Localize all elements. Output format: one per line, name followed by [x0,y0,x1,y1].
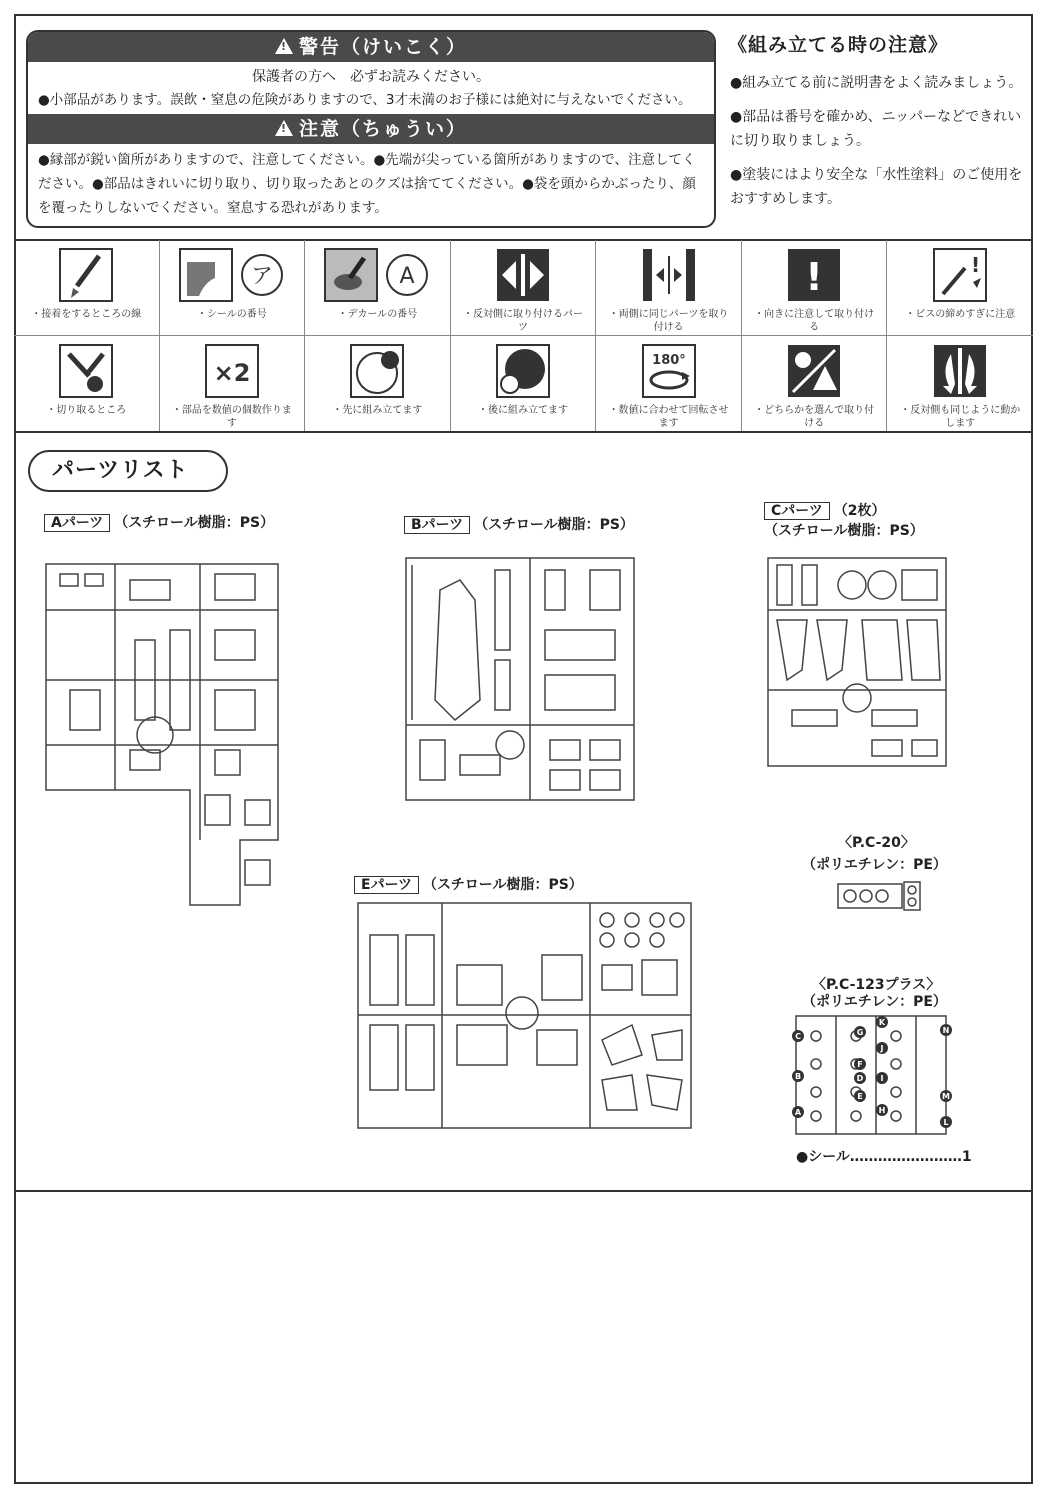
warning-triangle-icon [275,38,293,54]
pc20-diagram [834,878,924,914]
pc123-letter: K [878,1018,886,1027]
decal-number-icon [384,252,430,298]
pc123-letter: G [856,1028,864,1037]
runner-c-label [764,500,924,540]
runner-c-name: Cパーツ [764,502,830,520]
symbol-caption: ・部品を数値の個数作ります [171,405,292,429]
symbol-caption: ・先に組み立てます [332,405,423,416]
pc123-label: 〈P.C-123プラス〉 [812,977,941,993]
multiply-glyph: ×2 [213,359,251,387]
decal-icon [324,248,378,302]
pc123-letter: D [856,1074,864,1083]
symbol-decal [305,240,451,336]
symbol-caption: ・反対側も同じように動かします [900,405,1021,429]
symbol-mirror-move [887,336,1033,432]
pc123-material: （ポリエチレン：PE） [802,994,947,1010]
warning-header [28,32,714,62]
assembly-caution-item: ●部品は番号を確かめ、ニッパーなどできれいに切り取りましょう。 [730,109,1022,149]
runner-a-material: （スチロール樹脂：PS） [114,515,275,531]
decal-glyph: A [399,264,415,289]
notice-title: 注意（ちゅうい） [298,118,467,140]
symbol-assemble-first [305,336,451,432]
exclamation-icon [787,248,841,302]
symbol-caption: ・どちらかを選んで取り付ける [754,405,875,429]
runner-a-diagram [40,550,285,915]
rotate-icon [642,344,696,398]
symbol-rotate [596,336,742,432]
assemble-after-icon [496,344,550,398]
symbol-glue [14,240,160,336]
assembly-caution-title: 《組み立てる時の注意》 [728,34,949,56]
exclamation-glyph: ! [805,255,823,299]
runner-e-label [354,874,583,894]
pc123-diagram [790,1012,955,1137]
symbol-caption: ・両側に同じパーツを取り付ける [608,309,729,333]
warning-box [26,30,716,228]
warning-text: ●小部品があります。誤飲・窒息の危険がありますので、3才未満のお子様には絶対に与えないでください。 [38,92,692,108]
pc123-letter: A [794,1108,802,1117]
glue-brush-icon [59,248,113,302]
both-sides-icon [642,248,696,302]
symbol-multiply [160,336,306,432]
symbol-screw [887,240,1033,336]
runner-e-diagram [352,895,697,1135]
symbol-caption: ・切り取るところ [46,405,127,416]
pc20-label [838,832,915,852]
pc123-letter: M [942,1092,950,1101]
pc123-letter: L [943,1118,949,1127]
nipper-icon [59,344,113,398]
sticker-number-icon [239,252,285,298]
pc123-letter: B [794,1072,802,1081]
symbol-assemble-after [451,336,597,432]
pc123-letter: N [942,1026,950,1035]
parts-list-title: パーツリスト [28,450,228,492]
symbol-legend-grid [14,240,1033,432]
runner-b-diagram [400,550,640,805]
pc123-letter: H [878,1106,886,1115]
sticker-icon [179,248,233,302]
screw-glyph: ! [971,253,981,277]
sticker-glyph: ア [250,264,273,289]
runner-b-material: （スチロール樹脂：PS） [474,517,634,533]
symbol-caption: ・ビスの締めすぎに注意 [905,309,1016,320]
symbol-caption: ・後に組み立てます [477,405,568,416]
symbol-sticker [160,240,306,336]
symbol-caption: ・向きに注意して取り付ける [754,309,875,333]
warning-title: 警告（けいこく） [298,36,467,58]
pc123-letter: E [857,1092,863,1101]
divider [14,431,1033,433]
runner-e-name: Eパーツ [354,876,419,894]
notice-header [28,114,714,144]
choose-one-icon [787,344,841,398]
runner-e-material: （スチロール樹脂：PS） [423,877,583,893]
symbol-both-sides [596,240,742,336]
pc123-letter: J [880,1044,884,1053]
symbol-caption: ・数値に合わせて回転させます [608,405,729,429]
runner-c-count: （2枚） [833,503,886,519]
runner-b-label [404,514,634,534]
symbol-choose [742,336,888,432]
notice-text: ●縁部が鋭い箇所がありますので、注意してください。●先端が尖っている箇所がありますので、注意してください。●部品はきれいに切り取り、切り取ったあとのクズは捨ててください。●袋を頭からかぶったり、顔を覆ったりしないでください。窒息する恐れがあります。 [38,152,696,216]
opposite-side-icon [496,248,550,302]
symbol-caption: ・シールの番号 [196,309,267,320]
symbol-caption: ・接着をするところの線 [31,309,142,320]
assembly-caution [728,30,1028,221]
warning-subtitle: 保護者の方へ 必ずお読みください。 [252,69,490,85]
runner-a-label [44,512,274,532]
runner-c-diagram [762,550,952,770]
caution-triangle-icon [275,120,293,136]
assemble-first-icon [350,344,404,398]
mirror-move-icon [933,344,987,398]
screw-icon [933,248,987,302]
runner-a-name: Aパーツ [44,514,110,532]
runner-c-material: （スチロール樹脂：PS） [764,523,924,539]
symbol-opposite-side [451,240,597,336]
rotate-glyph: 180° [651,353,686,368]
symbol-cut [14,336,160,432]
multiply-count-icon [205,344,259,398]
pc20-material: （ポリエチレン：PE） [802,857,947,873]
runner-b-name: Bパーツ [404,516,470,534]
seal-count: ●シール……………………1 [796,1149,972,1165]
symbol-caption: ・反対側に取り付けるパーツ [462,309,583,333]
pc123-letter: I [880,1074,884,1083]
symbol-direction [742,240,888,336]
divider [14,1190,1033,1192]
pc123-letter: F [857,1060,863,1069]
pc20-name: 〈P.C-20〉 [838,835,915,851]
pc123-letter: C [795,1032,801,1041]
assembly-caution-item: ●塗装にはより安全な「水性塗料」のご使用をおすすめします。 [730,167,1023,207]
symbol-caption: ・デカールの番号 [337,309,418,320]
assembly-caution-item: ●組み立てる前に説明書をよく読みましょう。 [730,75,1023,91]
